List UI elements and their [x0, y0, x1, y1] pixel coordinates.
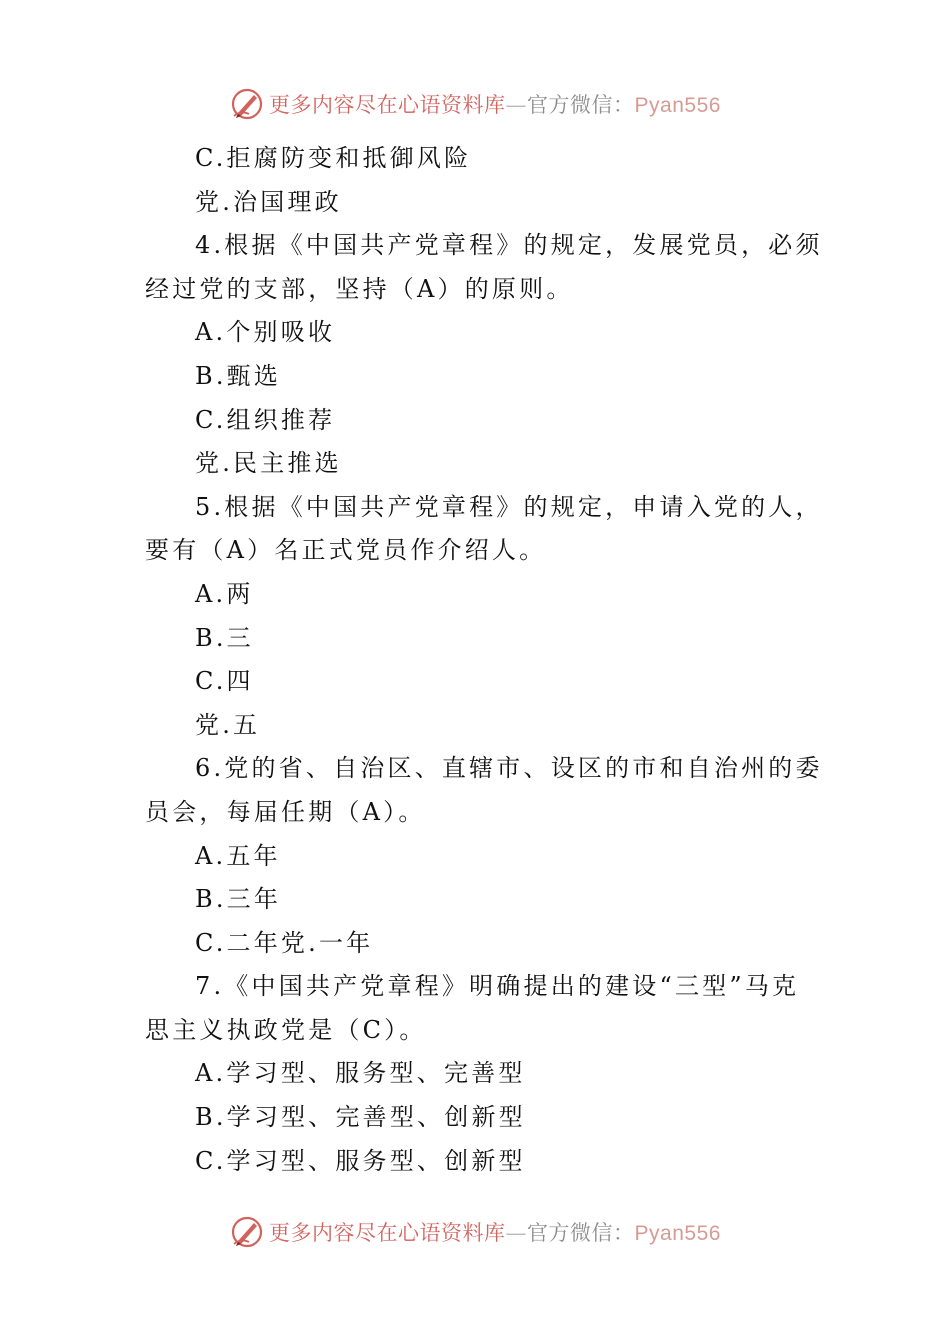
banner-title: 更多内容尽在心语资料库 — [269, 93, 506, 117]
footer-banner-text — [269, 1217, 721, 1247]
option-line: B.三 — [195, 623, 254, 652]
banner-dash: — — [505, 1221, 528, 1245]
pen-logo-icon — [229, 86, 265, 122]
header-banner — [0, 82, 950, 126]
question-text-cont: 员会，每届任期（A）。 — [145, 797, 426, 826]
option-line: A.两 — [195, 579, 254, 608]
option-line: C.拒腐防变和抵御风险 — [195, 144, 472, 172]
banner-dash: — — [505, 93, 528, 117]
option-line: A.五年 — [195, 841, 281, 870]
option-line: 党.五 — [195, 710, 261, 739]
banner-wechat-label: 官方微信： — [527, 93, 635, 117]
question-text: 5.根据《中国共产党章程》的规定，申请入党的人， — [195, 492, 823, 521]
footer-banner — [0, 1210, 950, 1254]
question-4 — [145, 224, 823, 311]
question-5 — [145, 486, 823, 573]
question-text-cont: 要有（A）名正式党员作介绍人。 — [145, 536, 547, 565]
banner-title: 更多内容尽在心语资料库 — [269, 1221, 506, 1245]
banner-wechat-id: Pyan556 — [634, 1222, 721, 1245]
question-text-cont: 经过党的支部，坚持（A）的原则。 — [145, 274, 574, 303]
option-line: 党.民主推选 — [195, 449, 342, 478]
option-line: C.二年党.一年 — [195, 928, 374, 957]
question-text-cont: 思主义执政党是（C）。 — [145, 1015, 427, 1044]
option-line: B.甄选 — [195, 361, 282, 390]
banner-wechat-label: 官方微信： — [527, 1221, 635, 1245]
question-6 — [145, 747, 823, 834]
header-banner-text — [269, 89, 721, 119]
question-7 — [145, 965, 810, 1052]
option-line: C.学习型、服务型、创新型 — [195, 1146, 526, 1175]
question-text: 7.《中国共产党章程》明确提出的建设“三型”马克 — [195, 972, 800, 1001]
banner-wechat-id: Pyan556 — [634, 94, 721, 117]
question-text: 6.党的省、自治区、直辖市、设区的市和自治州的委 — [195, 754, 823, 783]
question-text: 4.根据《中国共产党章程》的规定，发展党员，必须 — [195, 231, 823, 260]
option-line: A.个别吸收 — [195, 318, 336, 347]
option-line: B.学习型、完善型、创新型 — [195, 1103, 526, 1132]
option-line: C.组织推荐 — [195, 405, 336, 434]
option-line: A.学习型、服务型、完善型 — [195, 1059, 526, 1088]
pen-logo-icon — [229, 1214, 265, 1250]
document-body — [145, 137, 823, 1183]
option-line: B.三年 — [195, 885, 282, 914]
option-line: 党.治国理政 — [195, 187, 342, 216]
option-line: C.四 — [195, 667, 254, 696]
